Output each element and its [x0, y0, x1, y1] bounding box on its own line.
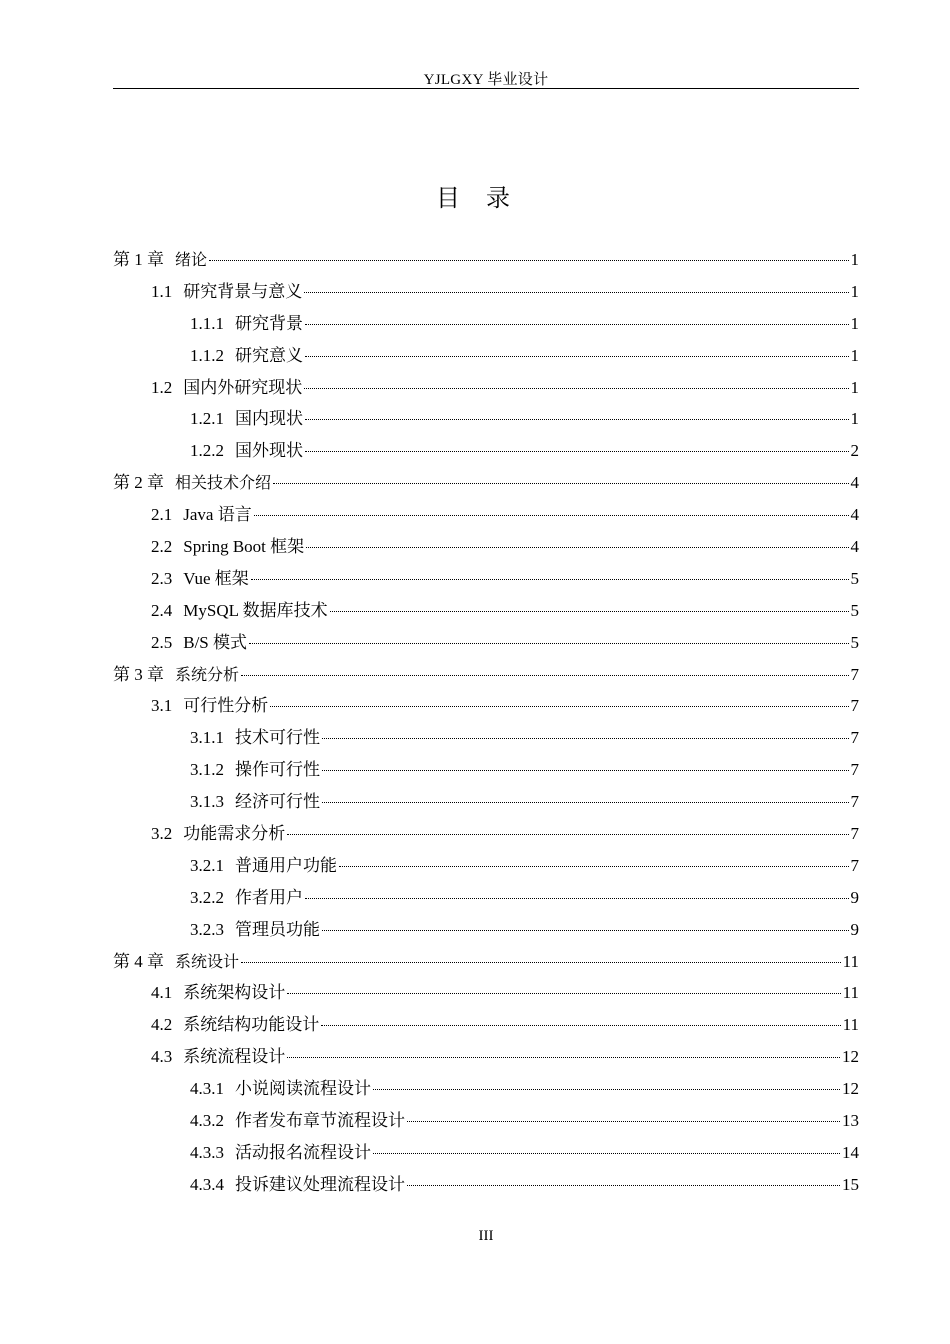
toc-dot-leader — [305, 451, 849, 452]
toc-dot-leader — [321, 1025, 840, 1026]
toc-dot-leader — [373, 1153, 840, 1154]
toc-entry[interactable] — [113, 308, 859, 340]
toc-entry[interactable] — [113, 946, 859, 978]
toc-entry-label: 研究意义 — [235, 345, 303, 365]
toc-entry[interactable] — [113, 531, 859, 563]
header-rule — [113, 88, 859, 89]
toc-entry-page: 7 — [850, 792, 859, 812]
toc-dot-leader — [241, 962, 841, 963]
toc-entry[interactable] — [113, 659, 859, 691]
toc-entry[interactable] — [113, 1009, 859, 1041]
toc-entry-label: 相关技术介绍 — [175, 473, 272, 493]
toc-entry-number: 3.1.3 — [190, 792, 224, 812]
toc-entry-number: 3.2 — [151, 824, 173, 844]
toc-entry-page: 11 — [842, 1015, 859, 1035]
toc-entry-page: 7 — [850, 855, 859, 875]
toc-dot-leader — [322, 802, 849, 803]
toc-dot-leader — [249, 643, 848, 644]
toc-dot-leader — [287, 1057, 840, 1058]
toc-entry-number: 2.1 — [151, 505, 173, 525]
toc-entry-label: 技术可行性 — [235, 728, 320, 748]
toc-entry-page: 5 — [850, 568, 859, 588]
toc-entry-page: 7 — [850, 728, 859, 748]
toc-entry-page: 12 — [842, 1079, 859, 1099]
toc-entry-number: 第 1 章 — [113, 250, 164, 269]
toc-dot-leader — [287, 993, 840, 994]
toc-entry-page: 9 — [850, 887, 859, 907]
toc-entry-label: 研究背景 — [235, 313, 303, 333]
toc-entry-number: 2.4 — [151, 600, 173, 620]
toc-entry[interactable] — [113, 403, 859, 435]
page-header: YJLGXY 毕业设计 — [423, 72, 549, 88]
toc-entry-page: 2 — [850, 441, 859, 461]
toc-entry-number: 3.1.2 — [190, 760, 224, 780]
toc-dot-leader — [209, 260, 848, 261]
toc-entry-page: 1 — [850, 250, 859, 269]
toc-entry-label: 研究背景与意义 — [183, 281, 303, 301]
toc-dot-leader — [251, 579, 849, 580]
toc-entry-label: 国内外研究现状 — [183, 377, 303, 397]
toc-entry-label: 作者用户 — [235, 887, 303, 907]
toc-entry-label: 活动报名流程设计 — [235, 1142, 371, 1162]
toc-entry-page: 7 — [850, 664, 859, 684]
toc-title: 目录 — [436, 184, 536, 212]
toc-entry[interactable] — [113, 435, 859, 467]
toc-entry-page: 7 — [850, 824, 859, 844]
toc-entry-number: 2.5 — [151, 632, 173, 652]
toc-dot-leader — [322, 930, 849, 931]
toc-entry-number: 3.2.1 — [190, 855, 224, 875]
toc-entry-page: 4 — [850, 505, 859, 525]
toc-entry-number: 4.2 — [151, 1015, 173, 1035]
toc-entry[interactable] — [113, 850, 859, 882]
toc-entry-label: Java 语言 — [183, 505, 252, 525]
toc-dot-leader — [287, 834, 848, 835]
toc-entry-label: 投诉建议处理流程设计 — [235, 1174, 405, 1194]
toc-entry-number: 4.3.3 — [190, 1142, 224, 1162]
toc-dot-leader — [407, 1121, 840, 1122]
toc-entry-number: 3.1 — [151, 696, 173, 716]
toc-dot-leader — [373, 1089, 840, 1090]
toc-entry-page: 4 — [850, 473, 859, 493]
toc-entry-number: 1.2.2 — [190, 441, 224, 461]
toc-entry-number: 2.3 — [151, 568, 173, 588]
toc-entry[interactable] — [113, 690, 859, 722]
toc-dot-leader — [305, 324, 849, 325]
toc-entry-label: 作者发布章节流程设计 — [235, 1111, 405, 1131]
toc-dot-leader — [305, 419, 849, 420]
toc-entry-page: 1 — [850, 345, 859, 365]
toc-dot-leader — [330, 611, 849, 612]
toc-entry[interactable] — [113, 1169, 859, 1201]
toc-entry-number: 1.2 — [151, 377, 173, 397]
toc-entry-label: 可行性分析 — [183, 696, 269, 716]
toc-entry[interactable] — [113, 276, 859, 308]
toc-entry-page: 13 — [842, 1111, 859, 1131]
toc-entry[interactable] — [113, 786, 859, 818]
toc-entry-label: 普通用户功能 — [235, 855, 337, 875]
toc-entry[interactable] — [113, 1105, 859, 1137]
toc-dot-leader — [254, 515, 849, 516]
toc-entry[interactable] — [113, 722, 859, 754]
toc-entry-number: 第 2 章 — [113, 473, 164, 493]
toc-entry-label: 管理员功能 — [235, 919, 320, 939]
toc-entry[interactable] — [113, 627, 859, 659]
toc-entry[interactable] — [113, 563, 859, 595]
toc-entry-page: 7 — [850, 696, 859, 716]
toc-dot-leader — [304, 292, 848, 293]
toc-entry[interactable] — [113, 882, 859, 914]
toc-dot-leader — [304, 388, 848, 389]
toc-entry-number: 4.3.2 — [190, 1111, 224, 1131]
toc-entry-number: 1.1 — [151, 281, 173, 301]
toc-entry-number: 3.2.2 — [190, 887, 224, 907]
toc-entry-label: 国内现状 — [235, 409, 303, 429]
toc-dot-leader — [306, 547, 848, 548]
toc-entry-number: 4.1 — [151, 983, 173, 1003]
toc-entry-page: 5 — [850, 632, 859, 652]
toc-dot-leader — [407, 1185, 840, 1186]
page-number: III — [478, 1228, 494, 1244]
toc-entry-number: 3.2.3 — [190, 919, 224, 939]
toc-entry-label: Spring Boot 框架 — [183, 537, 305, 557]
toc-entry-page: 1 — [850, 313, 859, 333]
toc-entry[interactable] — [113, 244, 859, 276]
toc-entry[interactable] — [113, 467, 859, 499]
toc-entry-page: 11 — [842, 983, 859, 1003]
toc-dot-leader — [241, 675, 848, 676]
toc-entry-label: 系统流程设计 — [183, 1047, 286, 1067]
toc-entry-page: 14 — [842, 1142, 859, 1162]
toc-entry-label: 系统分析 — [175, 664, 240, 684]
toc-entry-number: 第 3 章 — [113, 664, 164, 684]
toc-entry[interactable] — [113, 977, 859, 1009]
toc-entry-label: 国外现状 — [235, 441, 303, 461]
toc-entry-number: 4.3.1 — [190, 1079, 224, 1099]
toc-dot-leader — [322, 770, 849, 771]
toc-entry-page: 11 — [842, 951, 859, 971]
toc-entry-label: MySQL 数据库技术 — [183, 600, 328, 620]
toc-entry-label: 系统设计 — [175, 951, 240, 971]
toc-entry-page: 15 — [842, 1174, 859, 1194]
toc-entry[interactable] — [113, 914, 859, 946]
table-of-contents — [113, 244, 859, 1201]
toc-entry-label: 绪论 — [175, 250, 208, 269]
toc-entry-number: 4.3.4 — [190, 1174, 224, 1194]
toc-entry-page: 1 — [850, 409, 859, 429]
toc-entry[interactable] — [113, 1137, 859, 1169]
toc-dot-leader — [273, 483, 848, 484]
toc-entry[interactable] — [113, 1041, 859, 1073]
toc-entry-number: 1.1.2 — [190, 345, 224, 365]
toc-entry[interactable] — [113, 372, 859, 404]
toc-entry[interactable] — [113, 499, 859, 531]
toc-entry-label: 系统结构功能设计 — [183, 1015, 320, 1035]
toc-dot-leader — [305, 898, 849, 899]
toc-entry-page: 7 — [850, 760, 859, 780]
toc-entry-page: 5 — [850, 600, 859, 620]
toc-entry-label: B/S 模式 — [183, 632, 248, 652]
toc-entry-page: 9 — [850, 919, 859, 939]
toc-entry[interactable] — [113, 340, 859, 372]
toc-entry-number: 4.3 — [151, 1047, 173, 1067]
toc-entry-page: 12 — [842, 1047, 859, 1067]
toc-dot-leader — [322, 738, 849, 739]
toc-entry[interactable] — [113, 1073, 859, 1105]
toc-entry-label: 系统架构设计 — [183, 983, 286, 1003]
toc-entry-label: 功能需求分析 — [183, 824, 286, 844]
toc-dot-leader — [339, 866, 849, 867]
toc-entry-label: 小说阅读流程设计 — [235, 1079, 371, 1099]
toc-entry[interactable] — [113, 595, 859, 627]
toc-entry-label: 操作可行性 — [235, 760, 320, 780]
toc-entry-page: 1 — [850, 281, 859, 301]
toc-entry-number: 2.2 — [151, 537, 173, 557]
toc-entry[interactable] — [113, 754, 859, 786]
toc-entry-number: 第 4 章 — [113, 951, 164, 971]
toc-entry-page: 1 — [850, 377, 859, 397]
toc-entry-number: 3.1.1 — [190, 728, 224, 748]
toc-dot-leader — [270, 706, 848, 707]
toc-entry-number: 1.2.1 — [190, 409, 224, 429]
toc-entry-number: 1.1.1 — [190, 313, 224, 333]
toc-entry[interactable] — [113, 818, 859, 850]
toc-entry-page: 4 — [850, 537, 859, 557]
toc-entry-label: 经济可行性 — [235, 792, 320, 812]
toc-entry-label: Vue 框架 — [183, 568, 249, 588]
toc-dot-leader — [305, 356, 849, 357]
